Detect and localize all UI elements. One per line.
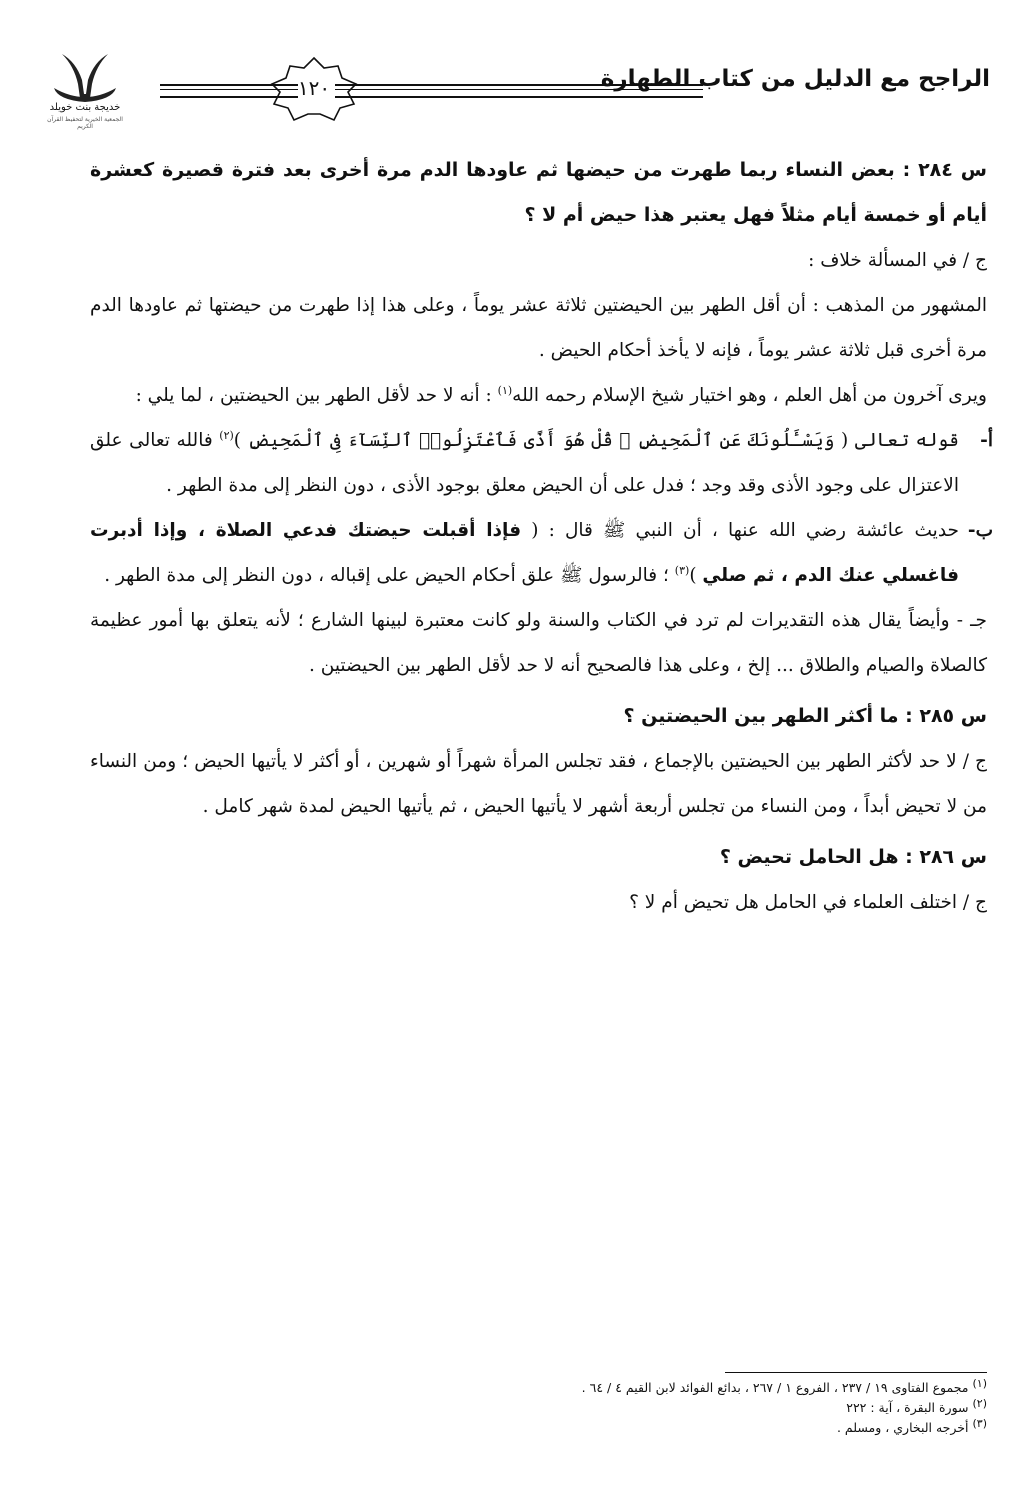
logo-subtext: الجمعية الخيرية لتحفيظ القرآن الكريم xyxy=(47,116,123,130)
footnote-2-number: (٢) xyxy=(972,1396,987,1410)
evidence-a-verse: قوله تعالى ( وَيَسْـَٔلُونَكَ عَنِ ٱلْمَحِيضِ ۖ قُلْ هُوَ أَذًى فَٱعْتَزِلُوا۟ ٱلنِّسَآءَ فِى ٱلْمَحِيضِ ) xyxy=(233,430,959,451)
question-286: س ٢٨٦ : هل الحامل تحيض ؟ xyxy=(719,846,987,868)
footnote-3 xyxy=(380,1418,987,1438)
footnote-3-text: أخرجه البخاري ، ومسلم . xyxy=(836,1420,973,1435)
footnote-2-text: سورة البقرة ، آية : ٢٢٢ xyxy=(846,1400,973,1415)
logo xyxy=(40,44,130,128)
footnotes xyxy=(380,1378,987,1438)
evidence-a-marker: أ- xyxy=(980,430,993,451)
evidence-a-text: فالله تعالى علق الاعتزال على وجود الأذى وقد وجد ؛ فدل على أن الحيض معلق بوجود الأذى ، دون النظر إلى مدة الطهر . xyxy=(90,430,959,496)
answer-285: ج / لا حد لأكثر الطهر بين الحيضتين بالإجماع ، فقد تجلس المرأة شهراً أو شهرين ، أو أكثر لا يأتيها الحيض ؛ ومن النساء من لا تحيض أبداً ، ومن النساء من تجلس أربعة أشهر لا يأتيها الحيض ، ثم يأتيها الحيض لمدة شهر كامل . xyxy=(90,751,987,817)
footnote-1-text: مجموع الفتاوى ١٩ / ٢٣٧ ، الفروع ١ / ٢٦٧ ، بدائع الفوائد لابن القيم ٤ / ٦٤ . xyxy=(581,1380,973,1395)
evidence-b-text: ؛ فالرسول ﷺ علق أحكام الحيض على إقباله ، دون النظر إلى مدة الطهر . xyxy=(104,565,675,586)
answer-284-madhab: المشهور من المذهب : أن أقل الطهر بين الحيضتين ثلاثة عشر يوماً ، وعلى هذا إذا طهرت من حيضتها ثم عاودها الدم مرة أخرى قبل ثلاثة عشر يوماً ، فإنه لا يأخذ أحكام الحيض . xyxy=(90,295,987,361)
page-body xyxy=(90,148,993,925)
evidence-b-marker: ب- xyxy=(967,520,993,541)
evidence-a xyxy=(90,418,993,508)
book-title: الراجح مع الدليل من كتاب الطهارة xyxy=(600,66,990,92)
logo-emblem-icon xyxy=(40,44,130,104)
other-view-text-cont: : أنه لا حد لأقل الطهر بين الحيضتين ، لما يلي : xyxy=(135,385,498,406)
question-285: س ٢٨٥ : ما أكثر الطهر بين الحيضتين ؟ xyxy=(623,705,987,727)
evidence-c-marker: جـ - xyxy=(956,610,987,631)
footnote-ref-1: (١) xyxy=(497,383,513,397)
answer-284-other-view xyxy=(90,373,987,418)
footnote-3-number: (٣) xyxy=(972,1416,987,1430)
logo-text: خديجة بنت خويلد xyxy=(49,102,121,113)
evidence-b-close: ) xyxy=(689,565,703,586)
page-number: ١٢٠ xyxy=(297,76,331,100)
evidence-b xyxy=(90,508,993,598)
evidence-b-intro: حديث عائشة رضي الله عنها ، أن النبي ﷺ قال : ( xyxy=(521,520,959,541)
answer-284-intro: ج / في المسألة خلاف : xyxy=(808,250,987,271)
footnote-ref-3: (٣) xyxy=(674,563,690,577)
answer-286: ج / اختلف العلماء في الحامل هل تحيض أم لا ؟ xyxy=(629,892,987,913)
evidence-c-text: وأيضاً يقال هذه التقديرات لم ترد في الكتاب والسنة ولو كانت معتبرة لبينها الشارع ؛ لأنه يتعلق بها أمور عظيمة كالصلاة والصيام والطلاق ... إلخ ، وعلى هذا فالصحيح أنه لا حد لأقل الطهر بين الحيضتين . xyxy=(90,610,987,676)
footnote-1 xyxy=(380,1378,987,1398)
header-rule-right xyxy=(335,84,703,98)
evidence-c xyxy=(90,598,987,688)
footnote-ref-2: (٢) xyxy=(219,428,234,442)
footnote-divider xyxy=(725,1372,987,1373)
footnote-2 xyxy=(380,1398,987,1418)
page-header xyxy=(40,44,990,128)
page-number-ornament xyxy=(264,54,364,124)
question-284: س ٢٨٤ : بعض النساء ربما طهرت من حيضها ثم عاودها الدم مرة أخرى بعد فترة قصيرة كعشرة أيام أو خمسة أيام مثلاً فهل يعتبر هذا حيض أم لا ؟ xyxy=(90,159,987,226)
footnote-1-number: (١) xyxy=(972,1376,987,1390)
other-view-text: ويرى آخرون من أهل العلم ، وهو اختيار شيخ الإسلام رحمه الله xyxy=(512,385,987,406)
evidence-b-hadith: فإذا أقبلت حيضتك فدعي الصلاة ، وإذا أدبرت فاغسلي عنك الدم ، ثم صلي xyxy=(90,520,959,586)
